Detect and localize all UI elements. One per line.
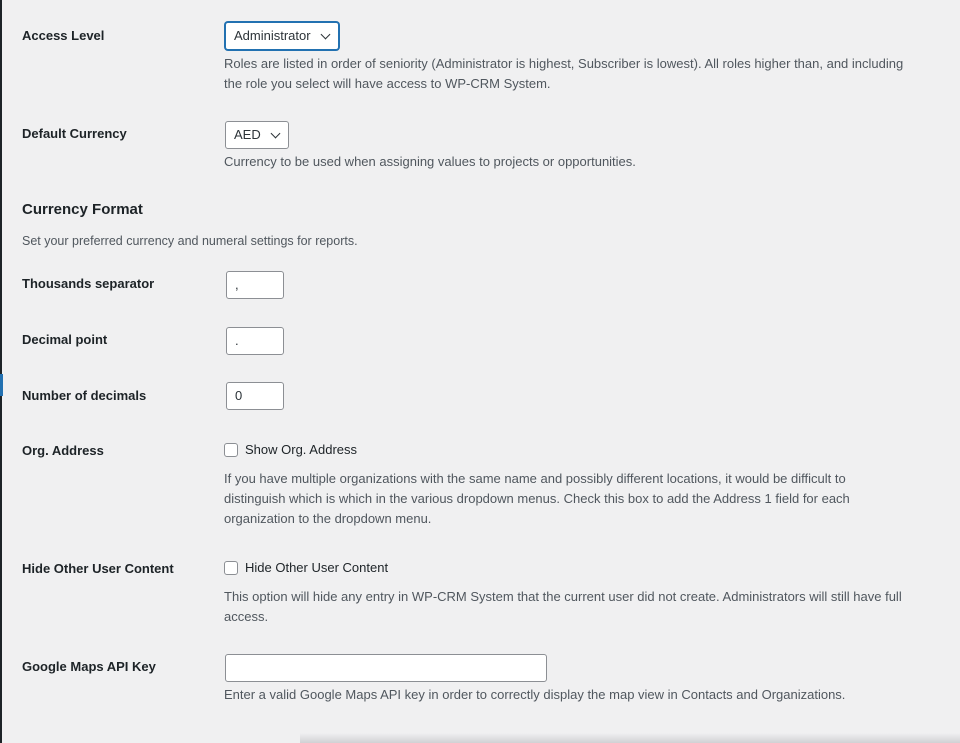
sidebar-active-indicator bbox=[0, 374, 3, 396]
access-level-label: Access Level bbox=[22, 28, 105, 43]
thousands-separator-input[interactable]: , bbox=[226, 271, 284, 299]
chevron-down-icon bbox=[321, 30, 331, 40]
org-address-label: Org. Address bbox=[22, 443, 104, 458]
org-address-checkbox-row[interactable] bbox=[224, 442, 357, 457]
number-of-decimals-label: Number of decimals bbox=[22, 388, 147, 403]
default-currency-select[interactable] bbox=[225, 121, 289, 149]
bottom-shadow bbox=[300, 733, 960, 743]
default-currency-value: AED bbox=[234, 127, 261, 142]
number-of-decimals-input[interactable]: 0 bbox=[226, 382, 284, 410]
hide-other-user-content-checkbox[interactable] bbox=[224, 561, 238, 575]
google-maps-api-key-input[interactable] bbox=[225, 654, 547, 682]
access-level-value: Administrator bbox=[234, 28, 311, 43]
admin-sidebar-edge bbox=[0, 0, 2, 743]
hide-other-user-content-label: Hide Other User Content bbox=[22, 561, 174, 576]
currency-format-heading: Currency Format bbox=[22, 201, 143, 218]
access-level-description: Roles are listed in order of seniority (Administrator is highest, Subscriber is lowest). All roles higher than, and including the role you select will have access to WP-CRM System. bbox=[224, 56, 904, 91]
org-address-description: If you have multiple organizations with the same name and possibly different locations, it would be difficult to distinguish which is which in the various dropdown menus. Check this box to add the Address 1 field for each organization to the dropdown menu. bbox=[224, 471, 850, 526]
default-currency-label: Default Currency bbox=[22, 126, 127, 141]
hide-other-user-content-description: This option will hide any entry in WP-CRM System that the current user did not create. Administrators will still have full access. bbox=[224, 589, 902, 624]
chevron-down-icon bbox=[271, 129, 281, 139]
hide-other-user-content-checkbox-label: Hide Other User Content bbox=[245, 560, 389, 575]
show-org-address-checkbox-label: Show Org. Address bbox=[245, 442, 357, 457]
show-org-address-checkbox[interactable] bbox=[224, 443, 238, 457]
access-level-select[interactable] bbox=[225, 22, 339, 50]
hide-other-user-content-checkbox-row[interactable] bbox=[224, 560, 388, 575]
google-maps-api-key-description: Enter a valid Google Maps API key in order to correctly display the map view in Contacts and Organizations. bbox=[224, 687, 846, 702]
default-currency-description: Currency to be used when assigning values to projects or opportunities. bbox=[224, 154, 636, 169]
currency-format-description: Set your preferred currency and numeral settings for reports. bbox=[22, 234, 358, 248]
thousands-separator-label: Thousands separator bbox=[22, 276, 155, 291]
decimal-point-input[interactable]: . bbox=[226, 327, 284, 355]
google-maps-api-key-label: Google Maps API Key bbox=[22, 659, 156, 674]
decimal-point-label: Decimal point bbox=[22, 332, 108, 347]
